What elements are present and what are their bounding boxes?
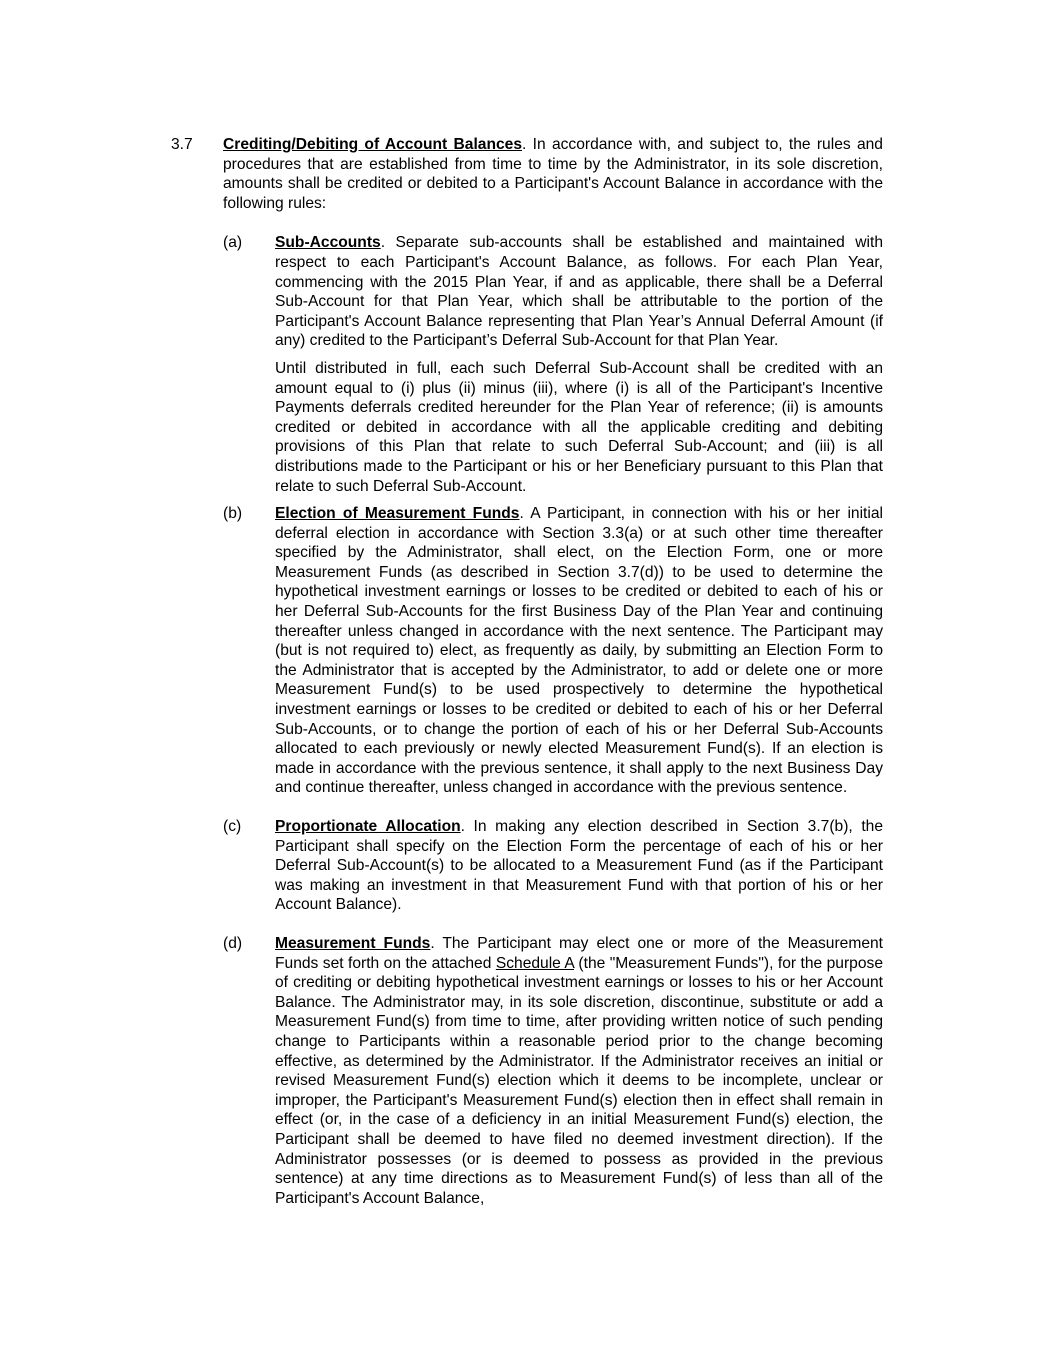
item-b-paragraph <box>275 504 883 798</box>
item-c-text: . In making any election described in Section 3.7(b), the Participant shall specify on the Election Form the percentage of each of his or her Deferral Sub-Account(s) to be allocated to a Measurement Fund (as if the Participant was making an investment in that Measurement Fund with that portion of his or her Account Balance). <box>275 818 883 914</box>
item-a-heading: Sub-Accounts <box>275 234 381 252</box>
item-b-heading: Election of Measurement Funds <box>275 505 520 523</box>
item-b-text: . A Participant, in connection with his or her initial deferral election in accordance with Section 3.3(a) or at such other time thereafter specified by the Administrator, shall elect, on the Election Form, one or more Measurement Funds (as described in Section 3.7(d)) to be used to determine the hypothetical investment earnings or losses to be credited or debited to each of his or her Deferral Sub-Accounts for the first Business Day of the Plan Year and continuing thereafter unless changed in accordance with the next sentence. The Participant may (but is not required to) elect, as frequently as daily, by submitting an Election Form to the Administrator that is accepted by the Administrator, to add or delete one or more Measurement Fund(s) to be used prospectively to determine the hypothetical investment earnings or losses to be credited or debited to each of his or her Deferral Sub-Accounts, or to change the portion of each of his or her Deferral Sub-Accounts allocated to each previously or newly elected Measurement Fund(s). If an election is made in accordance with the previous sentence, it shall apply to the next Business Day and continue thereafter, unless changed in accordance with the previous sentence. <box>275 505 883 797</box>
item-d-label: (d) <box>223 934 243 952</box>
item-d-text-before: . The Participant may elect one or more of the Measurement Funds set forth on the attached <box>275 934 883 972</box>
section-intro <box>223 135 883 213</box>
section-number: 3.7 <box>171 136 193 153</box>
item-c <box>223 817 883 915</box>
item-c-paragraph <box>275 817 883 915</box>
item-d-text-after: (the "Measurement Funds"), for the purpose of crediting or debiting hypothetical investment earnings or losses to his or her Account Balance. The Administrator may, in its sole discretion, discontinue, substitute or add a Measurement Fund(s) from time to time, after providing written notice of such pending change to Participants within a reasonable period prior to the change becoming effective, as determined by the Administrator. If the Administrator receives an initial or revised Measurement Fund(s) election which it deems to be incomplete, unclear or improper, the Participant's Measurement Fund(s) election then in effect shall remain in effect (or, in the case of a deficiency in an initial Measurement Fund(s) election, the Participant shall be deemed to have filed no deemed investment direction). If the Administrator possesses (or is deemed to possess as provided in the previous sentence) at any time directions as to Measurement Fund(s) of less than all of the Participant's Account Balance, <box>275 954 883 1207</box>
item-c-heading: Proportionate Allocation <box>275 818 461 835</box>
item-d <box>223 934 883 1208</box>
item-a <box>223 233 883 496</box>
schedule-a-reference: Schedule A <box>495 954 574 972</box>
item-a-paragraph-1 <box>275 233 883 351</box>
item-b-label: (b) <box>223 505 243 523</box>
item-d-heading: Measurement Funds <box>275 934 431 952</box>
item-a-paragraph-2: Until distributed in full, each such Deferral Sub-Account shall be credited with an amount equal to (i) plus (ii) minus (iii), where (i) is all of the Participant's Incentive Payments deferrals credited hereunder for the Plan Year of reference; (ii) is amounts credited or debited in accordance with all the applicable crediting and debiting provisions of this Plan that relate to such Deferral Sub-Account; and (iii) is all distributions made to the Participant or his or her Beneficiary pursuant to this Plan that relate to such Deferral Sub-Account. <box>275 359 883 495</box>
section-3-7 <box>171 135 883 1208</box>
section-heading: Crediting/Debiting of Account Balances <box>223 136 523 153</box>
item-b <box>223 504 883 798</box>
item-d-paragraph <box>275 934 883 1208</box>
item-a-label: (a) <box>223 234 243 252</box>
item-a-text: . Separate sub-accounts shall be established and maintained with respect to each Participant's Account Balance, as follows. For each Plan Year, commencing with the 2015 Plan Year, if and as applicable, there shall be a Deferral Sub-Account for that Plan Year, which shall be attributable to the portion of the Participant's Account Balance representing that Plan Year’s Annual Deferral Amount (if any) credited to the Participant’s Deferral Sub-Account for that Plan Year. <box>275 234 883 350</box>
section-intro-text: . In accordance with, and subject to, the rules and procedures that are established from time to time by the Administrator, in its sole discretion, amounts shall be credited or debited to a Participant's Account Balance in accordance with the following rules: <box>223 136 883 212</box>
item-c-label: (c) <box>223 818 242 835</box>
